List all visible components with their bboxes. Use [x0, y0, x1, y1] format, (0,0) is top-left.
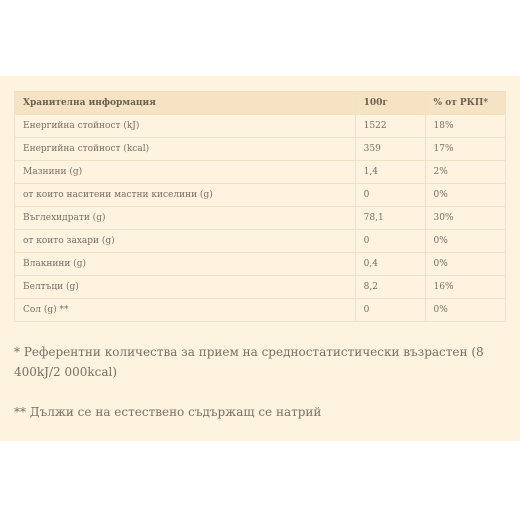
header-reference-intake: % от РКП*: [425, 92, 505, 115]
nutrient-name: от които наситени мастни киселини (g): [15, 184, 356, 207]
nutrient-percent: 0%: [425, 230, 505, 253]
table-row: [15, 161, 506, 184]
nutrient-value: 1,4: [355, 161, 425, 184]
nutrient-percent: 0%: [425, 299, 505, 322]
nutrient-name: Въглехидрати (g): [15, 207, 356, 230]
nutrient-value: 0: [355, 184, 425, 207]
table-row: [15, 230, 506, 253]
nutrient-name: Енергийна стойност (kcal): [15, 138, 356, 161]
table-row: [15, 276, 506, 299]
table-row: [15, 253, 506, 276]
nutrient-value: 0: [355, 299, 425, 322]
nutrition-table: [14, 91, 506, 322]
table-row: [15, 207, 506, 230]
table-row: [15, 138, 506, 161]
nutrient-name: Енергийна стойност (kJ): [15, 115, 356, 138]
nutrient-percent: 0%: [425, 184, 505, 207]
table-row: [15, 184, 506, 207]
nutrition-panel: [0, 76, 520, 441]
header-per-100g: 100г: [355, 92, 425, 115]
nutrient-name: Мазнини (g): [15, 161, 356, 184]
nutrient-percent: 2%: [425, 161, 505, 184]
nutrient-percent: 18%: [425, 115, 505, 138]
nutrient-name: Сол (g) **: [15, 299, 356, 322]
nutrient-value: 0,4: [355, 253, 425, 276]
nutrient-percent: 30%: [425, 207, 505, 230]
table-row: [15, 299, 506, 322]
nutrient-percent: 16%: [425, 276, 505, 299]
sodium-footnote: ** Дължи се на естествено съдържащ се натрий: [14, 405, 322, 419]
nutrient-value: 359: [355, 138, 425, 161]
nutrient-value: 78,1: [355, 207, 425, 230]
header-nutrition-info: Хранителна информация: [15, 92, 356, 115]
table-row: [15, 115, 506, 138]
nutrient-name: от които захари (g): [15, 230, 356, 253]
nutrient-value: 1522: [355, 115, 425, 138]
reference-intake-footnote: * Референтни количества за прием на средностатистически възрастен (8 400kJ/2 000kcal): [14, 345, 484, 379]
nutrient-percent: 17%: [425, 138, 505, 161]
table-header-row: [15, 92, 506, 115]
nutrient-name: Белтъци (g): [15, 276, 356, 299]
nutrient-percent: 0%: [425, 253, 505, 276]
nutrient-name: Влакнини (g): [15, 253, 356, 276]
nutrient-value: 0: [355, 230, 425, 253]
nutrient-value: 8,2: [355, 276, 425, 299]
